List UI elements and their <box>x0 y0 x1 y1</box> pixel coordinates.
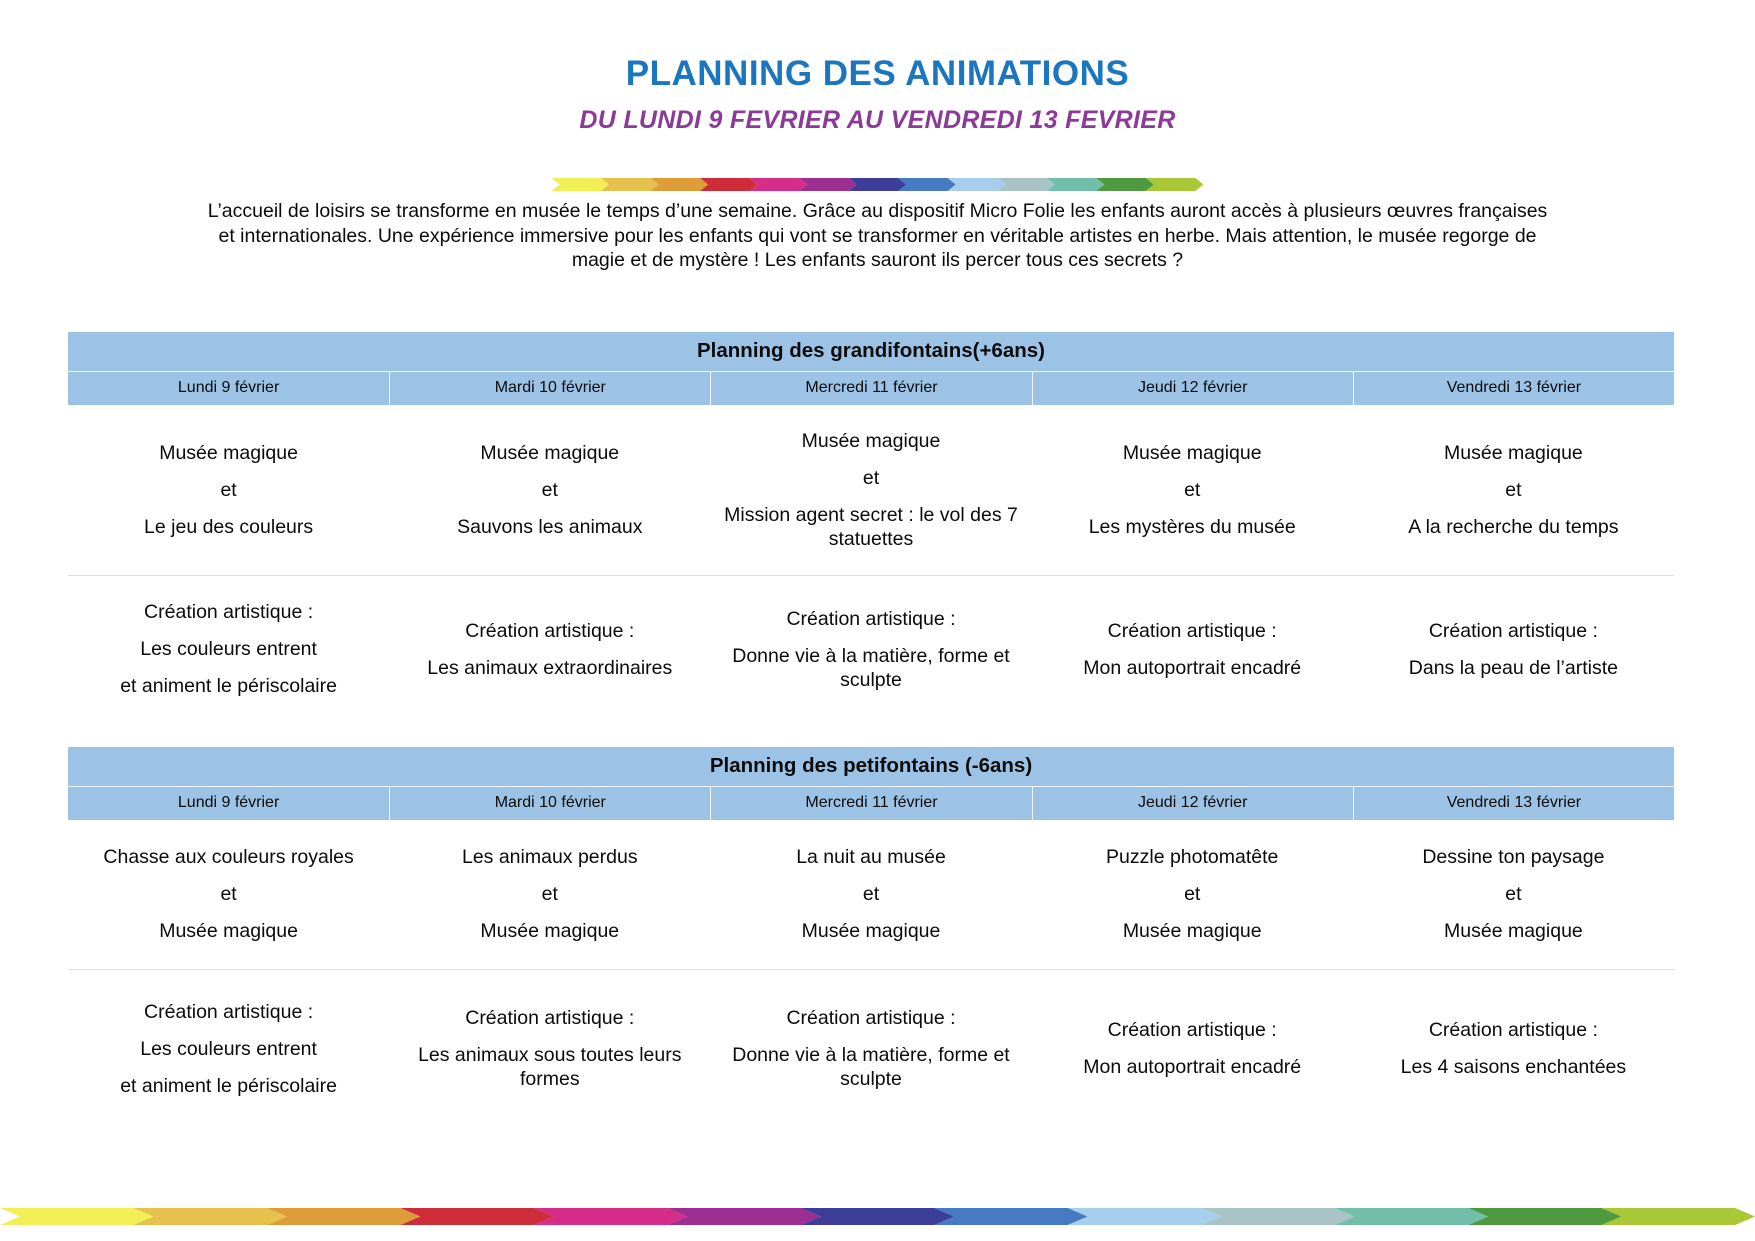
activity-cell: Musée magique et Les mystères du musée <box>1088 441 1296 538</box>
table-row-matin <box>68 820 1674 970</box>
chevron-segment <box>898 178 956 191</box>
day-header-vendredi: Vendredi 13 février <box>1353 787 1674 820</box>
activity-cell: Création artistique : Mon autoportrait encadré <box>1083 1019 1302 1078</box>
day-header-lundi: Lundi 9 février <box>177 794 280 811</box>
chevron-segment <box>948 178 1006 191</box>
day-header-mercredi: Mercredi 11 février <box>710 787 1031 820</box>
activity-cell: Musée magique et Sauvons les animaux <box>457 441 643 538</box>
activity-cell: Puzzle photomatête et Musée magique <box>1106 846 1279 942</box>
chevron-segment <box>534 1208 687 1225</box>
intro-line: et internationales. Une expérience immersive pour les enfants qui vont se transformer en véritable artistes en herbe. Mais attention, le musée regorge de <box>218 224 1537 247</box>
activity-cell: Dessine ton paysage et Musée magique <box>1422 846 1605 942</box>
intro-line: L’accueil de loisirs se transforme en musée le temps d’une semaine. Grâce au dispositif Micro Folie les enfants auront accès à plusieurs œuvres françaises <box>207 200 1548 222</box>
activity-cell: Création artistique : Les animaux extraordinaires <box>427 619 673 679</box>
day-header-lundi: Lundi 9 février <box>177 379 280 396</box>
chevron-segment <box>934 1208 1087 1225</box>
day-header-vendredi: Vendredi 13 février <box>1353 372 1674 405</box>
rainbow-divider-top <box>552 178 1204 191</box>
chevron-segment <box>1201 1208 1354 1225</box>
chevron-segment <box>1047 178 1105 191</box>
table-petifontains <box>68 747 1674 1128</box>
chevron-segment <box>1602 1208 1755 1225</box>
day-header-jeudi: Jeudi 12 février <box>1032 787 1353 820</box>
table-grandifontains <box>68 332 1674 723</box>
activity-cell: La nuit au musée et Musée magique <box>796 846 946 942</box>
chevron-segment <box>849 178 907 191</box>
table-title: Planning des petifontains (-6ans) <box>68 747 1674 786</box>
chevron-segment <box>750 178 808 191</box>
day-header-mardi: Mardi 10 février <box>389 787 710 820</box>
activity-cell: Création artistique : Les couleurs entrent et animent le périscolaire <box>120 1000 337 1097</box>
chevron-segment <box>997 178 1055 191</box>
chevron-segment <box>552 178 610 191</box>
day-header-mardi: Mardi 10 février <box>389 372 710 405</box>
chevron-segment <box>0 1208 153 1225</box>
chevron-segment <box>1335 1208 1488 1225</box>
chevron-segment <box>267 1208 420 1225</box>
activity-cell: Musée magique et A la recherche du temps <box>1408 441 1619 538</box>
table-title: Planning des grandifontains(+6ans) <box>68 332 1674 371</box>
chevron-segment <box>700 178 758 191</box>
rainbow-divider-bottom <box>0 1208 1755 1225</box>
day-header-mercredi: Mercredi 11 février <box>710 372 1031 405</box>
activity-cell: Musée magique et Mission agent secret : le vol des 7 statuettes <box>724 429 1018 550</box>
chevron-segment <box>1146 178 1204 191</box>
chevron-segment <box>1096 178 1154 191</box>
chevron-segment <box>133 1208 286 1225</box>
page-title: PLANNING DES ANIMATIONS <box>625 54 1130 93</box>
activity-cell: Les animaux perdus et Musée magique <box>461 846 638 942</box>
activity-cell: Chasse aux couleurs royales et Musée magique <box>103 846 354 942</box>
table-row-creation <box>68 970 1674 1128</box>
activity-cell: Création artistique : Mon autoportrait encadré <box>1083 619 1302 679</box>
activity-cell: Création artistique : Donne vie à la matière, forme et sculpte <box>732 607 1010 691</box>
chevron-segment <box>601 178 659 191</box>
chevron-segment <box>667 1208 820 1225</box>
day-header-jeudi: Jeudi 12 février <box>1032 372 1353 405</box>
page-subtitle: DU LUNDI 9 FEVRIER AU VENDREDI 13 FEVRIER <box>579 106 1176 134</box>
activity-cell: Création artistique : Les animaux sous toutes leurs formes <box>418 1007 682 1090</box>
day-header-row <box>68 786 1674 820</box>
activity-cell: Musée magique et Le jeu des couleurs <box>144 441 314 538</box>
table-row-creation <box>68 576 1674 723</box>
chevron-segment <box>400 1208 553 1225</box>
chevron-segment <box>799 178 857 191</box>
intro-paragraph <box>0 199 1755 273</box>
chevron-segment <box>801 1208 954 1225</box>
activity-cell: Création artistique : Dans la peau de l’artiste <box>1408 619 1618 679</box>
activity-cell: Création artistique : Les couleurs entrent et animent le périscolaire <box>120 601 337 697</box>
table-row-matin <box>68 405 1674 576</box>
chevron-segment <box>1468 1208 1621 1225</box>
chevron-segment <box>651 178 709 191</box>
day-header-row <box>68 371 1674 405</box>
chevron-segment <box>1068 1208 1221 1225</box>
activity-cell: Création artistique : Donne vie à la matière, forme et sculpte <box>732 1007 1010 1090</box>
activity-cell: Création artistique : Les 4 saisons enchantées <box>1400 1019 1627 1078</box>
intro-line: magie et de mystère ! Les enfants sauront ils percer tous ces secrets ? <box>571 249 1184 271</box>
